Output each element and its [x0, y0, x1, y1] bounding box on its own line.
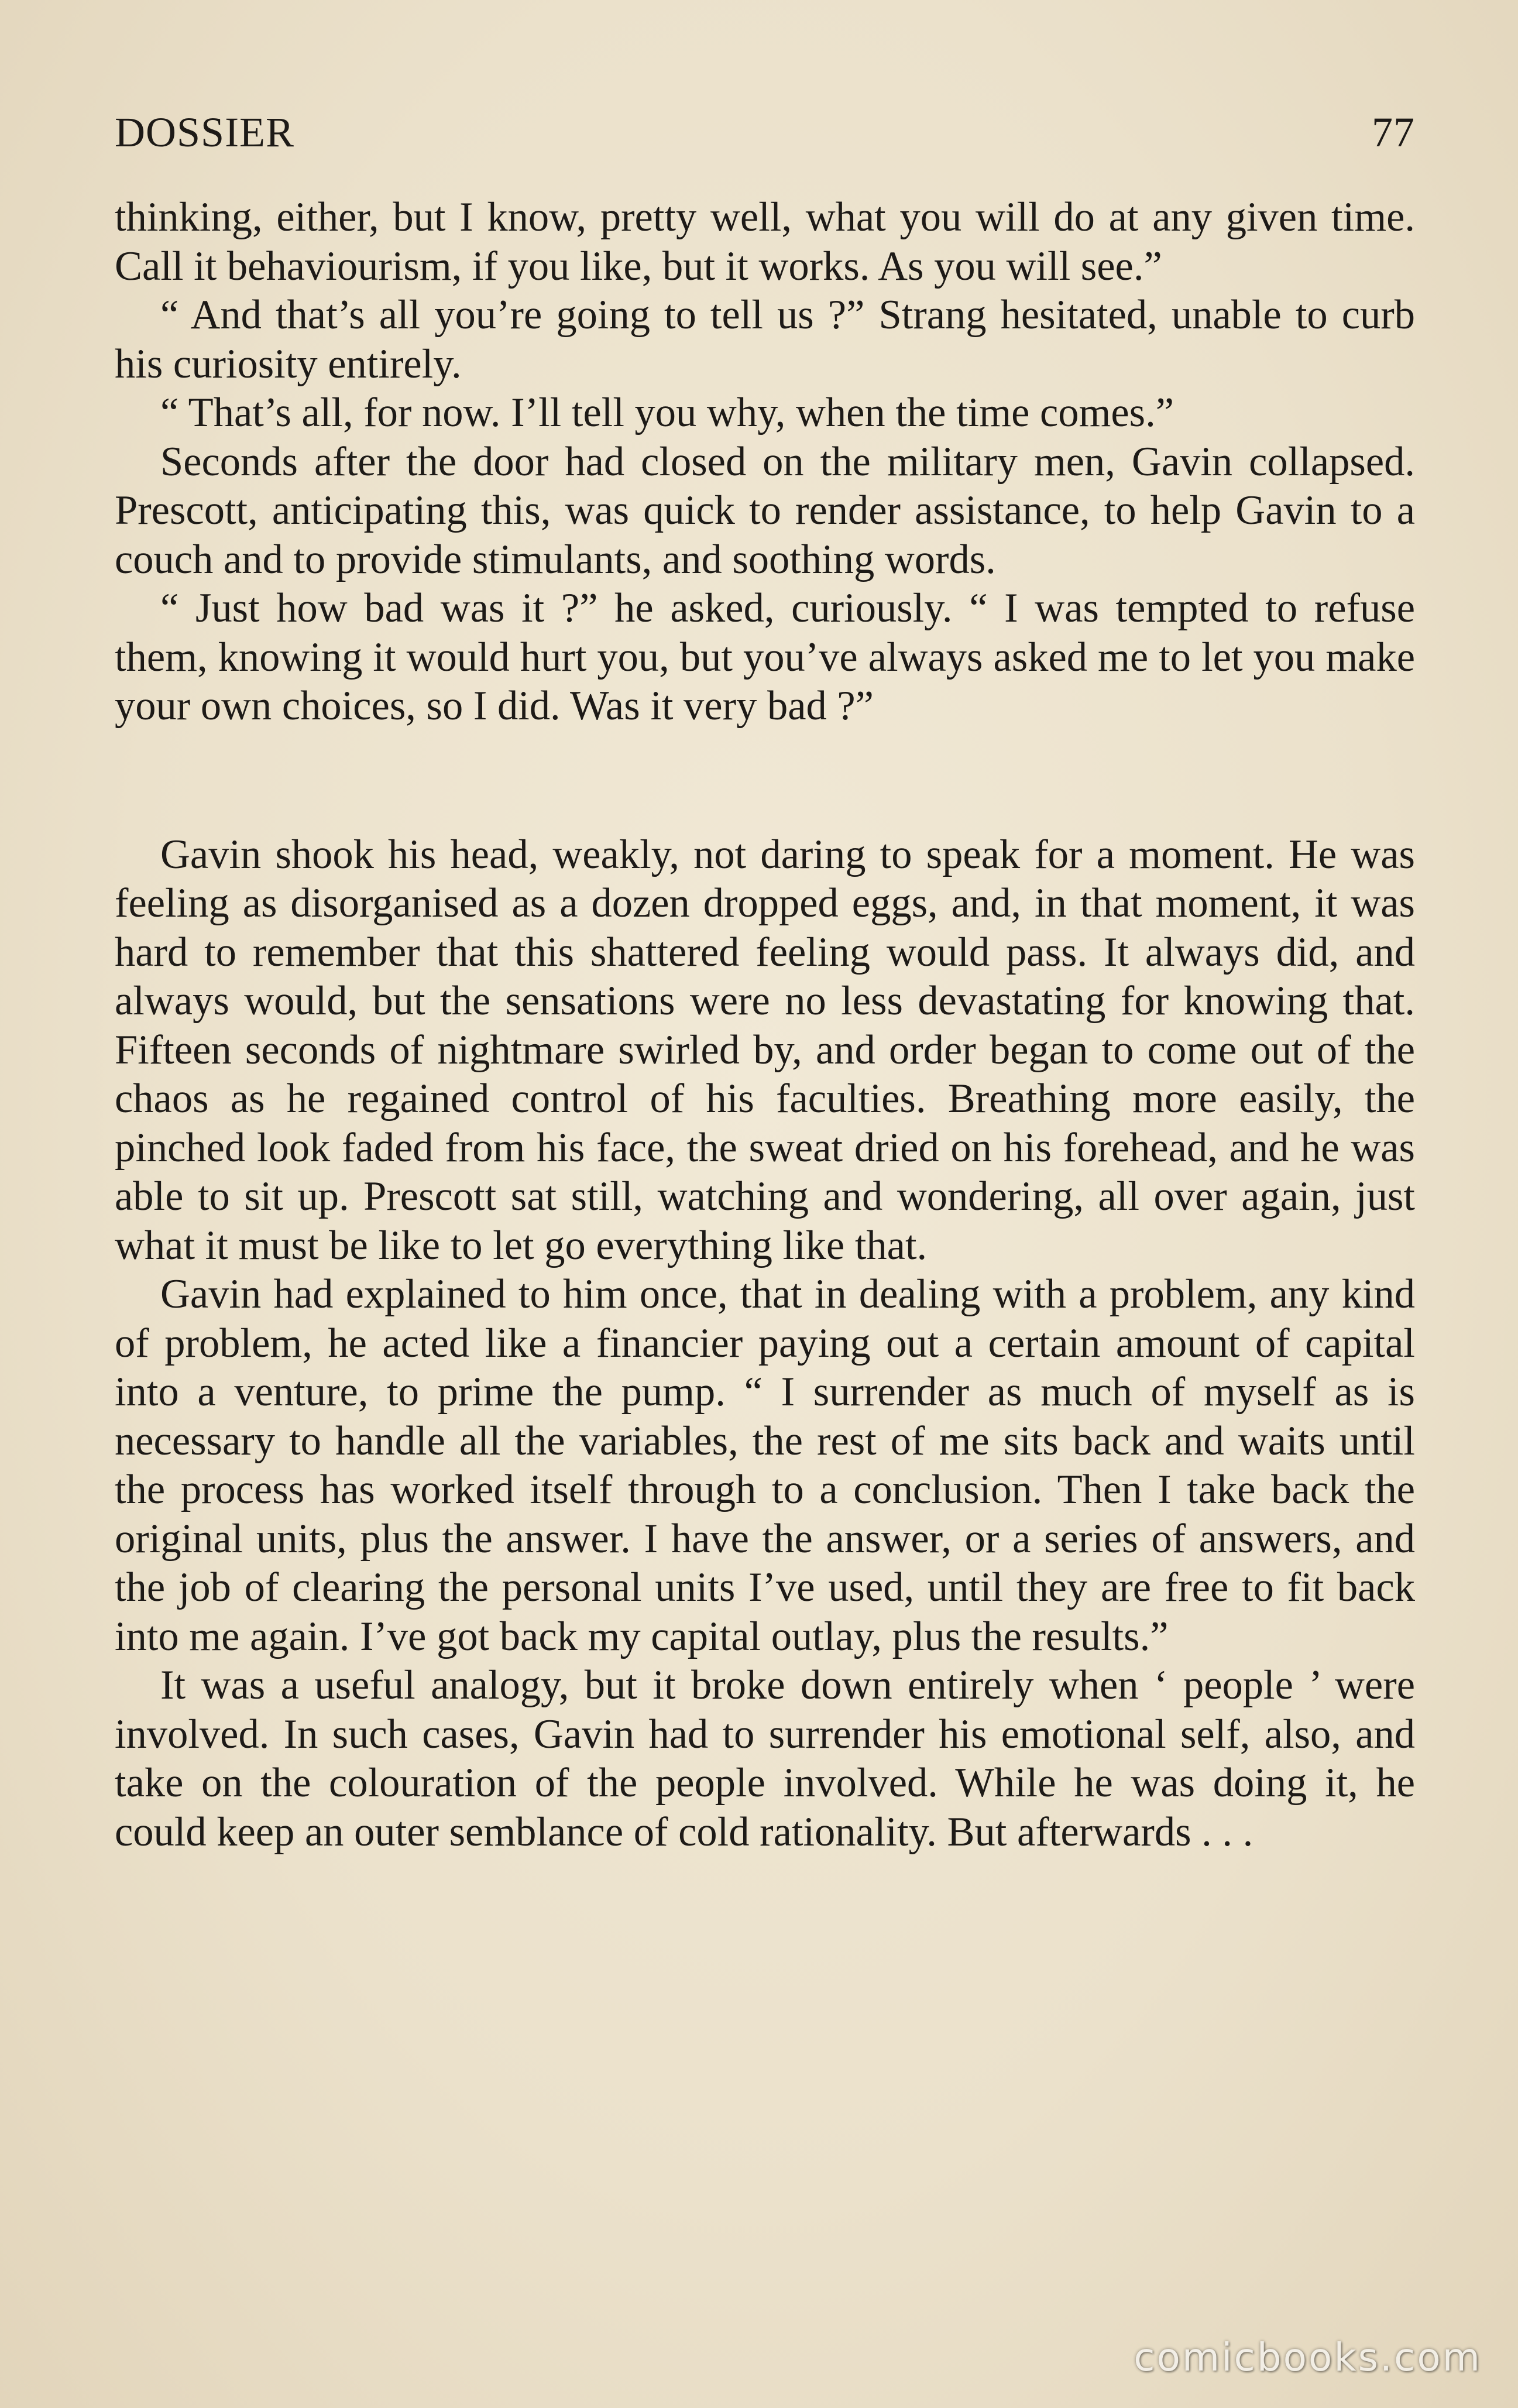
paragraph: “ Just how bad was it ?” he asked, curiously. “ I was tempted to refuse them, knowing it would hurt you, but you’ve always asked me to let you make your own choices, so I did. Was it very bad ?”	[115, 585, 1415, 729]
paragraph: Gavin shook his head, weakly, not daring to speak for a moment. He was feeling as disorganised as a dozen dropped eggs, and, in that moment, it was hard to remember that this shattered feeling would pass. It always did, and always would, but the sensations were no less devastating for knowing that. Fifteen seconds of nightmare swirled by, and order began to come out of the chaos as he regained control of his faculties. Breathing more easily, the pinched look faded from his face, the sweat dried on his forehead, and he was able to sit up. Prescott sat still, watching and wondering, all over again, just what it must be like to let go everything like that.	[115, 831, 1415, 1268]
paragraph: It was a useful analogy, but it broke down entirely when ‘ people ’ were involved. In such cases, Gavin had to surrender his emotional self, also, and take on the colouration of the people involved. While he was doing it, he could keep an outer semblance of cold rationality. But afterwards . . .	[115, 1662, 1415, 1855]
paragraph-continued: thinking, either, but I know, pretty well, what you will do at any given time. Call it behaviourism, if you like, but it works. As you will see.”	[115, 194, 1415, 289]
running-head	[115, 104, 1415, 160]
running-title: DOSSIER	[115, 109, 295, 156]
body-text	[115, 193, 1415, 1857]
paragraph: Seconds after the door had closed on the military men, Gavin collapsed. Prescott, anticipating this, was quick to render assistance, to help Gavin to a couch and to provide stimulants, and soothing words.	[115, 438, 1415, 582]
paragraph: “ And that’s all you’re going to tell us ?” Strang hesitated, unable to curb his curiosity entirely.	[115, 292, 1415, 387]
paragraph: “ That’s all, for now. I’ll tell you why, when the time comes.”	[160, 390, 1174, 435]
page-number: 77	[1372, 109, 1415, 156]
section-break	[115, 731, 1415, 831]
paragraph: Gavin had explained to him once, that in dealing with a problem, any kind of problem, he acted like a financier paying out a certain amount of capital into a venture, to prime the pump. “ I surrender as much of myself as is necessary to handle all the variables, the rest of me sits back and waits until the process has worked itself through to a conclusion. Then I take back the original units, plus the answer. I have the answer, or a series of answers, and the job of clearing the personal units I’ve used, until they are free to fit back into me again. I’ve got back my capital outlay, plus the results.”	[115, 1271, 1415, 1659]
watermark: comicbooks.com	[1134, 2335, 1482, 2380]
